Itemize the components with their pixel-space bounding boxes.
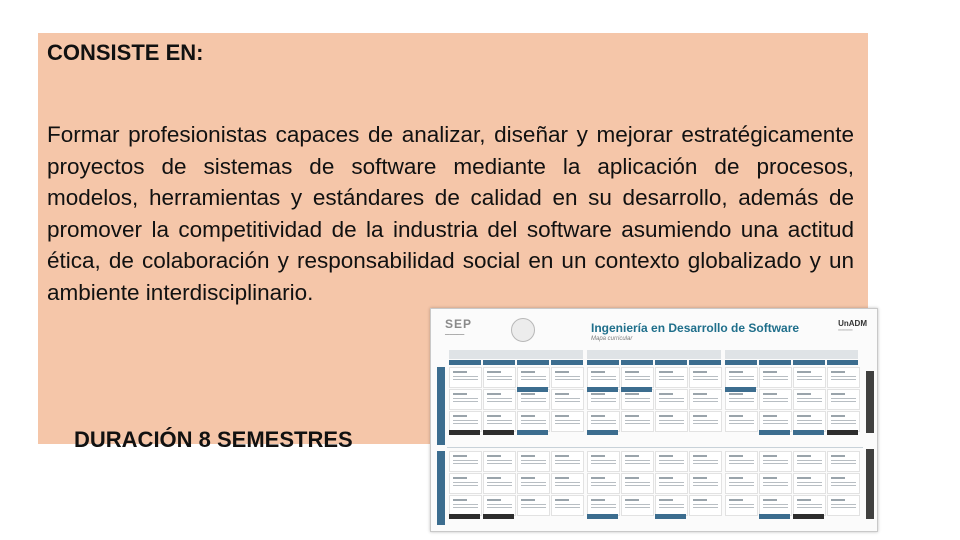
course-cell <box>621 451 654 472</box>
course-bar <box>517 430 548 435</box>
semester-header <box>483 360 515 365</box>
course-cell <box>587 495 620 516</box>
course-cell <box>793 389 826 410</box>
course-cell <box>551 451 584 472</box>
course-cell <box>759 495 792 516</box>
course-cell <box>621 495 654 516</box>
course-bar <box>793 430 824 435</box>
course-cell <box>449 389 482 410</box>
course-cell <box>725 411 758 432</box>
course-cell <box>483 367 516 388</box>
seal-icon <box>511 318 535 342</box>
block-label <box>437 367 445 445</box>
course-cell <box>551 367 584 388</box>
course-bar <box>449 430 480 435</box>
semester-header <box>793 360 825 365</box>
module-header <box>725 350 858 359</box>
course-cell <box>449 411 482 432</box>
semester-header <box>827 360 858 365</box>
module-header <box>449 350 583 359</box>
unadm-logo <box>838 319 867 332</box>
unadm-logo-text: UnADM <box>838 319 867 328</box>
course-cell <box>483 495 516 516</box>
course-cell <box>587 389 620 410</box>
course-cell <box>655 411 688 432</box>
course-cell <box>759 451 792 472</box>
block-label <box>866 449 874 519</box>
course-bar <box>587 387 618 392</box>
course-cell <box>483 451 516 472</box>
course-cell <box>759 411 792 432</box>
course-bar <box>483 514 514 519</box>
course-cell <box>759 389 792 410</box>
course-cell <box>517 389 550 410</box>
course-cell <box>517 367 550 388</box>
curriculum-map-image <box>430 308 878 532</box>
semester-header <box>725 360 757 365</box>
course-bar <box>655 514 686 519</box>
map-subtitle: Mapa curricular <box>591 336 633 342</box>
semester-header <box>551 360 583 365</box>
description-paragraph: Formar profesionistas capaces de analizar, diseñar y mejorar estratégicamente proyectos de sistemas de software mediante la aplicación de procesos, modelos, herramientas y estándares de calidad en su desarrollo, además de promover la competitividad de la industria del software asumiendo una actitud ética, de colaboración y responsabilidad social en un contexto globalizado y un ambiente interdisciplinario. <box>47 122 854 305</box>
course-cell <box>689 367 722 388</box>
course-cell <box>793 473 826 494</box>
course-cell <box>551 473 584 494</box>
course-cell <box>725 451 758 472</box>
course-cell <box>759 473 792 494</box>
course-cell <box>725 473 758 494</box>
course-cell <box>517 411 550 432</box>
course-cell <box>449 473 482 494</box>
course-cell <box>827 495 860 516</box>
course-bar <box>621 387 652 392</box>
course-cell <box>793 411 826 432</box>
course-bar <box>587 430 618 435</box>
course-bar <box>517 387 548 392</box>
course-cell <box>725 367 758 388</box>
course-cell <box>793 451 826 472</box>
course-cell <box>483 473 516 494</box>
course-cell <box>621 389 654 410</box>
course-cell <box>655 367 688 388</box>
course-cell <box>759 367 792 388</box>
semester-header <box>587 360 619 365</box>
course-cell <box>725 389 758 410</box>
semester-header <box>689 360 721 365</box>
course-cell <box>827 389 860 410</box>
course-cell <box>689 451 722 472</box>
course-bar <box>759 430 790 435</box>
course-cell <box>517 495 550 516</box>
course-cell <box>827 451 860 472</box>
sep-logo-text: SEP <box>445 317 473 331</box>
course-cell <box>621 411 654 432</box>
course-bar <box>759 514 790 519</box>
semester-header <box>655 360 687 365</box>
duration-label: DURACIÓN 8 SEMESTRES <box>74 427 353 452</box>
course-cell <box>655 495 688 516</box>
course-cell <box>483 389 516 410</box>
course-cell <box>689 473 722 494</box>
block-label <box>437 451 445 525</box>
course-cell <box>655 451 688 472</box>
course-cell <box>587 451 620 472</box>
semester-header <box>621 360 653 365</box>
course-cell <box>621 367 654 388</box>
module-header <box>587 350 721 359</box>
course-cell <box>827 473 860 494</box>
course-cell <box>587 367 620 388</box>
course-cell <box>655 473 688 494</box>
course-cell <box>483 411 516 432</box>
course-cell <box>827 411 860 432</box>
unadm-logo-caption: ━━━━━━━━ <box>838 328 853 332</box>
course-cell <box>551 411 584 432</box>
course-cell <box>793 367 826 388</box>
course-cell <box>449 367 482 388</box>
map-title: Ingeniería en Desarrollo de Software <box>591 321 800 335</box>
course-cell <box>449 495 482 516</box>
course-cell <box>827 367 860 388</box>
course-cell <box>793 495 826 516</box>
course-cell <box>655 389 688 410</box>
course-cell <box>689 411 722 432</box>
course-cell <box>587 473 620 494</box>
course-bar <box>725 387 756 392</box>
course-cell <box>725 495 758 516</box>
course-cell <box>689 389 722 410</box>
course-cell <box>621 473 654 494</box>
heading: CONSISTE EN: <box>47 40 204 65</box>
course-bar <box>793 514 824 519</box>
course-cell <box>517 451 550 472</box>
course-bar <box>587 514 618 519</box>
sep-logo <box>445 317 481 337</box>
course-cell <box>517 473 550 494</box>
course-bar <box>449 514 480 519</box>
block-label <box>866 371 874 433</box>
course-cell <box>551 495 584 516</box>
course-cell <box>587 411 620 432</box>
semester-header <box>517 360 549 365</box>
sep-logo-caption: ━━━━━━━━ <box>445 332 465 337</box>
divider <box>447 447 863 448</box>
course-bar <box>827 430 858 435</box>
course-cell <box>689 495 722 516</box>
semester-header <box>449 360 481 365</box>
course-cell <box>551 389 584 410</box>
course-bar <box>483 430 514 435</box>
course-cell <box>449 451 482 472</box>
semester-header <box>759 360 791 365</box>
